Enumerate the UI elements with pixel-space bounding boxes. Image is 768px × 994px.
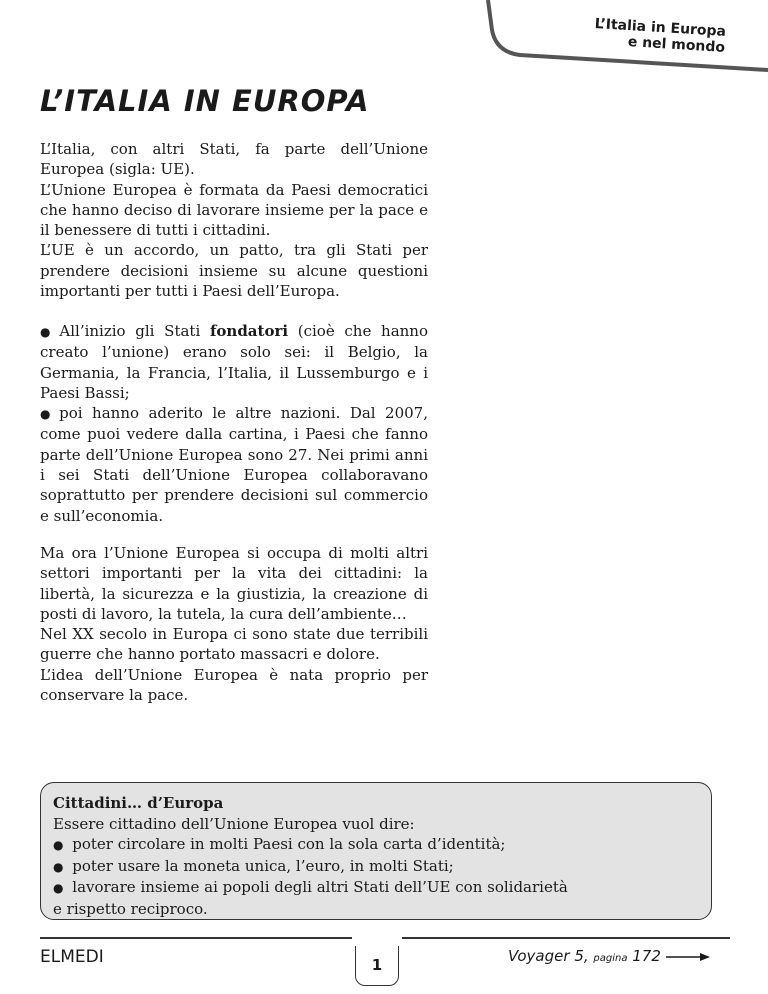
bullet-icon: ● <box>53 859 64 874</box>
page-ref: 172 <box>632 947 661 965</box>
bullet-paragraph <box>40 403 428 526</box>
paragraph: L’idea dell’Unione Europea è nata proprio per conservare la pace. <box>40 665 428 705</box>
book-name: Voyager 5, <box>508 947 589 965</box>
right-arrow-icon <box>666 952 710 962</box>
paragraph: L’UE è un accordo, un patto, tra gli Stati per prendere decisioni insieme su alcune questioni importanti per tutti i Paesi dell’Europa. <box>40 241 428 301</box>
bullet-text-post: (cioè che hanno creato l’unione) erano solo sei: il Belgio, la Germania, la Francia, l’Italia, il Lussemburgo e i Paesi Bassi; <box>40 322 428 402</box>
page-number-gap <box>352 936 402 946</box>
note-item: ● poter usare la moneta unica, l’euro, in molti Stati; <box>53 856 454 875</box>
bold-term: fondatori <box>209 322 289 340</box>
bullet-text: poi hanno aderito le altre nazioni. Dal 2007, come puoi vedere dalla cartina, i Paesi che fanno parte dell’Unione Europea sono 27. Nei primi anni i sei Stati dell’Unione Europea collaboravano soprattutto per prendere decisioni sul commercio e sull’economia. <box>40 404 428 525</box>
page-number-tab: 1 <box>355 946 399 986</box>
paragraph: Nel XX secolo in Europa ci sono state due terribili guerre che hanno portato massacri e dolore. <box>40 625 428 664</box>
bullet-icon: ● <box>53 881 64 895</box>
note-title: Cittadini… d’Europa <box>53 794 224 812</box>
citizens-note-box <box>40 782 712 920</box>
svg-text:ELMEDI: ELMEDI <box>40 947 104 967</box>
paragraph: L’Italia, con altri Stati, fa parte dell’Unione Europea (sigla: UE). <box>40 140 428 179</box>
paragraph: L’Unione Europea è formata da Paesi democratici che hanno deciso di lavorare insieme per la pace e il benessere di tutti i cittadini. <box>40 180 428 240</box>
book-reference <box>508 947 710 965</box>
section-tab-line2: e nel mondo <box>626 34 726 56</box>
elmedi-logo-icon <box>40 940 126 968</box>
note-item: ● lavorare insieme ai popoli degli altri Stati dell’UE con solidarietà <box>53 878 568 896</box>
bullet-paragraph <box>40 321 428 403</box>
page-word: pagina <box>593 953 628 964</box>
section-tab-line1: L’Italia in Europa <box>593 15 726 40</box>
publisher-logo <box>40 940 126 970</box>
note-intro: Essere cittadino dell’Unione Europea vuol dire: <box>53 814 415 833</box>
note-tail: e rispetto reciproco. <box>53 899 208 918</box>
closing-block <box>40 543 428 705</box>
note-item: ● poter circolare in molti Paesi con la sola carta d’identità; <box>53 835 506 853</box>
bullet-text-pre: All’inizio gli Stati <box>59 322 210 340</box>
bullets-block <box>40 321 428 526</box>
page-title: L’ITALIA IN EUROPA <box>40 84 370 118</box>
bullet-icon: ● <box>40 407 56 422</box>
bullet-icon: ● <box>40 325 56 339</box>
bullet-icon: ● <box>53 838 64 852</box>
paragraph: Ma ora l’Unione Europea si occupa di molti altri settori importanti per la vita dei cittadini: la libertà, la sicurezza e la giustizia, la creazione di posti di lavoro, la tutela, la cura dell’ambiente… <box>40 544 428 623</box>
intro-block <box>40 139 428 301</box>
